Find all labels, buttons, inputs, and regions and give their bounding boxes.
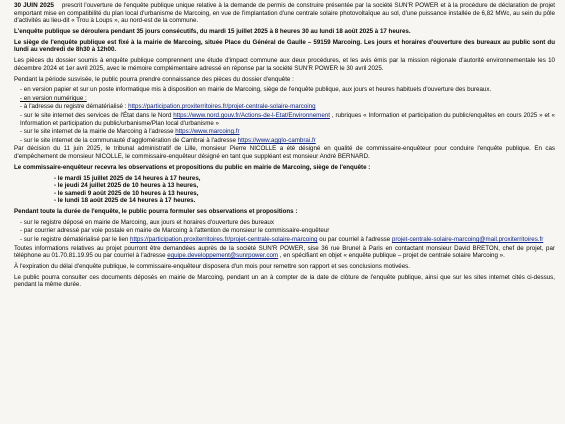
prefecture-label: - sur le site internet des services de l'État dans le Nord [20,112,174,120]
permanence-date-item: - le mardi 15 juillet 2025 de 14 heures à 17 heures, [54,174,201,182]
intro-text: prescrit l'ouverture de l'enquête publique unique relative à la demande de permis de construire présentée par la société SUN'R POWER et à la procédure de déclaration de projet emportant mise en compatibilité du plan local d'urbanisme de Marcoing, en vue de l'implantation d'une centrale solaire photovoltaïque au sol, d'une puissance installée de 6,82 MWc, au sein du pôle d'activités au lieu-dit « Trou à Loups », au nord-est de la commune. [14,2,555,25]
permanences-intro: Le commissaire-enquêteur recevra les observations et propositions du public en mairie de Marcoing, siège de l'enquête : [14,163,371,171]
agglo-link[interactable]: https://www.agglo-cambrai.fr [237,136,316,144]
obs-online [20,236,555,244]
agglo-label: - sur le site internet de la communauté d'agglomération de Cambrai à l'adresse [20,136,238,144]
permanence-date-item: - le samedi 9 août 2025 de 10 heures à 13 heures, [54,189,199,197]
consult-paper: - en version papier et sur un poste informatique mis à disposition en mairie de Marcoing, siège de l'enquête publique, aux jours et heures habituels d'ouverture des bureaux. [20,86,492,94]
obs-register: - sur le registre déposé en mairie de Marcoing, aux jours et horaires d'ouverture des bureaux [20,218,274,226]
permanence-date-item: - le jeudi 24 juillet 2025 de 10 heures à 13 heures, [54,182,199,190]
closing-paragraph: À l'expiration du délai d'enquête publique, le commissaire-enquêteur disposera d'un mois pour remettre son rapport et ses conclusions motivées. [14,262,410,270]
info-text-a: Toutes informations relatives au projet pourront être demandées auprès de la société SUN'R POWER, sise 36 rue Brunel à Paris en contactant monsieur David BRETON, chef de projet, par téléphone au 01.70.81.19.95 ou par courriel à l'adresse [14,244,555,260]
info-email-link[interactable]: equipe.developpement@sunrpower.com [167,252,279,260]
observations-intro: Pendant toute la durée de l'enquête, le public pourra formuler ses observations et propositions : [14,207,298,215]
decision-date: 30 JUIN 2025 [14,2,54,9]
registry-label: - à l'adresse du registre dématérialisé : [20,103,129,111]
final-paragraph: Le public pourra consulter ces documents déposés en mairie de Marcoing, pendant un an à compter de la date de clôture de l'enquête publique, ainsi que sur les sites internet cités ci-dessus, pendant la même durée. [14,273,555,289]
intro-paragraph [14,2,555,25]
prefecture-link[interactable]: https://www.nord.gouv.fr/Actions-de-l-Etat/Environnement [173,112,330,120]
mairie-line [20,128,555,136]
prefecture-line [20,112,555,127]
duration-paragraph: L'enquête publique se déroulera pendant 35 jours consécutifs, du mardi 15 juillet 2025 à 8 heures 30 au lundi 18 août 2025 à 17 heures. [14,27,411,35]
prefecture-tail: , rubriques « Information et participation du public/enquêtes en cours 2025 » et « Information et participation du public/urbanisme/Plan local d'urbanisme » [20,112,555,127]
registry-link[interactable]: https://participation.proxiterritoires.fr/projet-centrale-solaire-marcoing [128,103,316,111]
mairie-link[interactable]: https://www.marcoing.fr [175,128,240,136]
permanence-date-item: - le lundi 18 août 2025 de 14 heures à 17 heures. [54,197,196,205]
pieces-paragraph: Les pièces du dossier soumis à enquête publique comprennent une étude d'impact commune aux deux procédures, et les avis émis par la mission régionale d'autorité environnementale les 10 décembre 2024 et 1er avril 2025, avec le mémoire complémentaire adressé en réponse par la société SUN'R POWER le 30 avril 2025. [14,57,555,72]
consult-intro: Pendant la période susvisée, le public pourra prendre connaissance des pièces du dossier d'enquête : [14,75,294,83]
info-text-b: , en spécifiant en objet « enquête publique – projet de centrale solaire Marcoing ». [279,252,505,260]
consult-numeric: - en version numérique : [20,94,87,102]
registry-line [20,103,555,111]
seat-paragraph: Le siège de l'enquête publique est fixé à la mairie de Marcoing, située Place du Général de Gaulle – 59159 Marcoing. Les jours et horaires d'ouverture des bureaux au public sont du lundi au vendredi de 8h30 à 12h00. [14,38,555,54]
obs-online-link[interactable]: https://participation.proxiterritoires.fr/projet-centrale-solaire-marcoing [130,235,318,243]
info-paragraph [14,245,555,260]
agglo-line [20,137,555,145]
obs-mail: - par courrier adressé par voie postale en mairie de Marcoing à l'attention de monsieur le commissaire-enquêteur [20,227,330,235]
obs-online-mid: ou par courriel à l'adresse [319,235,392,243]
obs-email-link[interactable]: projet-centrale-solaire-marcoing@mail.proxiterritoires.fr [391,235,544,243]
tribunal-paragraph: Par décision du 11 juin 2025, le tribunal administratif de Lille, monsieur Pierre NICOLLE a été désigné en qualité de commissaire-enquêteur pour conduire l'enquête publique. En cas d'empêchement de monsieur NICOLLE, le commissaire-enquêteur désigné en tant que suppléant est monsieur André BERNARD. [14,145,555,161]
permanence-dates [54,175,555,205]
obs-online-label: - sur le registre dématérialisé par le lien [20,235,131,243]
mairie-label: - sur le site internet de la mairie de Marcoing à l'adresse [20,128,176,136]
